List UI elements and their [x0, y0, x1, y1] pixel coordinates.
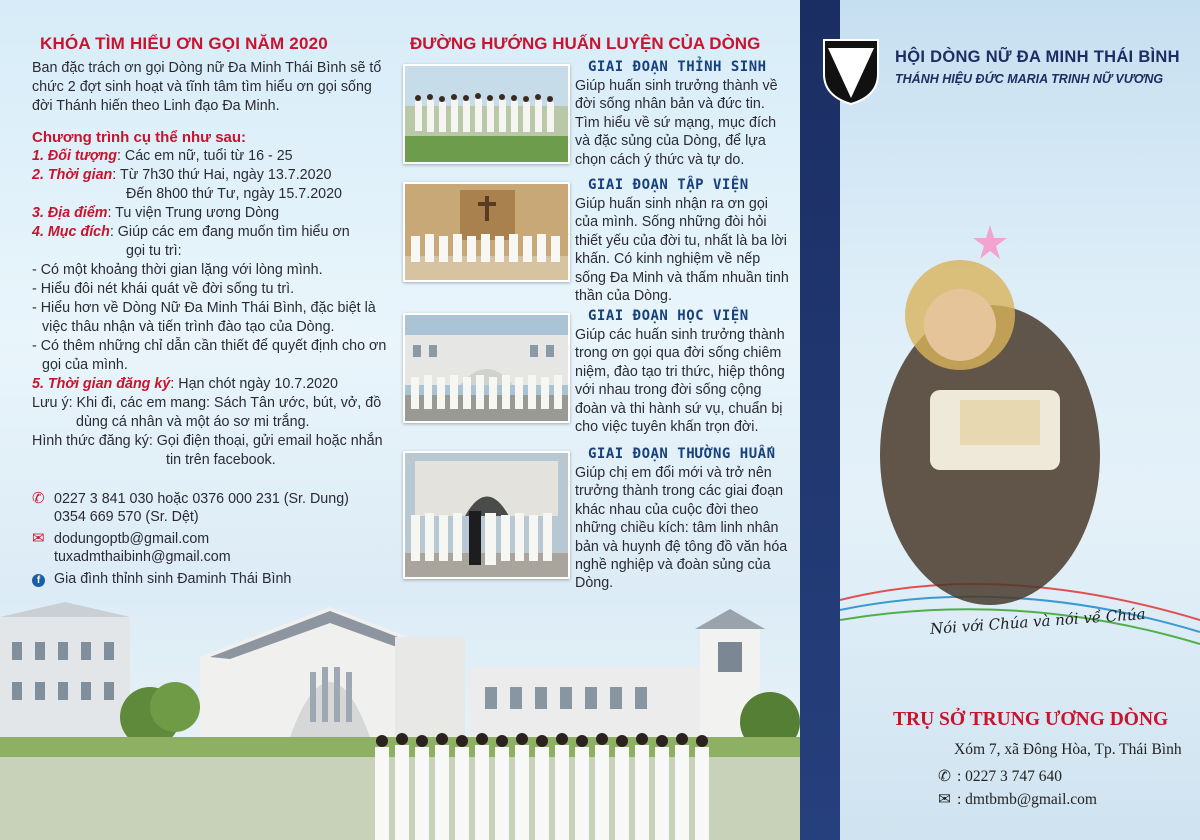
item-purpose: 4. Mục đích: Giúp các em đang muốn tìm hiểu ơn — [32, 224, 350, 240]
stage-photo-3 — [403, 313, 570, 423]
item-time-end: Đến 8h00 thứ Tư, ngày 15.7.2020 — [126, 186, 343, 202]
stage-title-3: GIAI ĐOẠN HỌC VIỆN — [588, 308, 749, 324]
org-name: HỘI DÒNG NỮ ĐA MINH THÁI BÌNH — [895, 48, 1180, 66]
hq-address: Xóm 7, xã Đông Hòa, Tp. Thái Bình — [954, 741, 1182, 758]
stage-desc-1: Giúp huấn sinh trưởng thành về đời sống nhân bản và đức tin. Tìm hiểu về sứ mạng, mục đích và đặc sủng của Dòng, để lựa chọn cách ý thức và tự do. — [575, 78, 778, 168]
stage-photo-2 — [403, 182, 570, 282]
contact-facebook — [32, 570, 392, 588]
stage-postulancy — [403, 59, 796, 168]
phone-line-2: 0354 669 570 (Sr. Dệt) — [54, 509, 199, 525]
navy-strip — [800, 0, 840, 840]
motto: Nói với Chúa và nói về Chúa — [929, 604, 1147, 638]
item-register-time: 5. Thời gian đăng ký: Hạn chót ngày 10.7.2020 — [32, 376, 339, 392]
facebook-name[interactable]: Gia đình thỉnh sinh Đaminh Thái Bình — [54, 571, 292, 587]
program-block — [32, 128, 392, 470]
item-target: 1. Đối tượng: Các em nữ, tuổi từ 16 - 25 — [32, 148, 293, 164]
campus-illustration — [0, 597, 800, 840]
shield-logo-icon — [822, 38, 880, 111]
purpose-2: - Hiểu đôi nét khái quát về đời sống tu trì. — [32, 281, 295, 297]
stage-ongoing-formation — [403, 446, 796, 592]
stage-desc-2: Giúp huấn sinh nhận ra ơn gọi của mình. Sống những đòi hỏi thiết yếu của đời tu, nhất là ba lời khấn. Có kinh nghiệm về nếp sống Đa Minh và thấm nhuần tinh thần của Dòng. — [575, 196, 789, 305]
item-time: 2. Thời gian: Từ 7h30 thứ Hai, ngày 13.7.2020 — [32, 167, 332, 183]
stage-desc-4: Giúp chị em đổi mới và trở nên trưởng thành trong các giai đoạn khác nhau của cuộc đời theo những chiều kích: tâm linh nhân bản và huynh đệ tông đồ văn hóa nghề nghiệp và đoàn sủng của Dòng. — [575, 465, 788, 592]
phone-icon: ✆ — [938, 768, 951, 785]
item-purpose-cont: gọi tu trì: — [126, 243, 182, 259]
hq-title: TRỤ SỞ TRUNG ƯƠNG DÒNG — [893, 709, 1169, 730]
stage-title-2: GIAI ĐOẠN TẬP VIỆN — [588, 177, 749, 193]
program-heading: Chương trình cụ thể như sau: — [32, 129, 247, 146]
purpose-3: - Hiểu hơn về Dòng Nữ Đa Minh Thái Bình, đặc biệt là việc thâu nhận và tiến trình đào tạo của Dòng. — [32, 300, 376, 335]
stage-photo-4 — [403, 451, 570, 579]
mail-icon: ✉ — [32, 530, 45, 547]
left-column — [0, 0, 395, 600]
intro-text: Ban đặc trách ơn gọi Dòng nữ Đa Minh Thái Bình sẽ tổ chức 2 đợt sinh hoạt và tĩnh tâm tìm hiểu ơn gọi sống đời Thánh hiến theo Linh đạo Đa Minh. — [32, 60, 382, 114]
stage-scholasticate — [403, 308, 796, 436]
phone-line-1: 0227 3 841 030 hoặc 0376 000 231 (Sr. Dung) — [54, 491, 349, 507]
stage-novitiate — [403, 177, 796, 305]
email-2[interactable]: tuxadmthaibinh@gmail.com — [54, 549, 231, 565]
stage-title-4: GIAI ĐOẠN THƯỜNG HUẤN — [588, 446, 776, 462]
hq-email: ✉ : dmtbmb@gmail.com — [938, 791, 1097, 808]
purpose-4: - Có thêm những chỉ dẫn cần thiết để quyết định cho ơn gọi của mình. — [32, 338, 387, 373]
register-text: Hình thức đăng ký: Gọi điện thoại, gửi email hoặc nhắn tin trên facebook. — [32, 433, 383, 468]
note-text: Lưu ý: Khi đi, các em mang: Sách Tân ước, bút, vở, đồ dùng cá nhân và một áo sơ mi trắng. — [32, 395, 382, 430]
left-title: KHÓA TÌM HIỂU ƠN GỌI NĂM 2020 — [40, 34, 328, 53]
stage-title-1: GIAI ĐOẠN THỈNH SINH — [588, 59, 767, 75]
item-place: 3. Địa điểm: Tu viện Trung ương Dòng — [32, 205, 280, 221]
contact-phone — [32, 490, 392, 526]
stage-photo-1 — [403, 64, 570, 164]
contacts-block — [32, 490, 392, 592]
email-1[interactable]: dodungoptb@gmail.com — [54, 531, 210, 547]
middle-title: ĐƯỜNG HƯỚNG HUẤN LUYỆN CỦA DÒNG — [410, 34, 761, 53]
phone-icon: ✆ — [32, 490, 45, 507]
mail-icon: ✉ — [938, 791, 951, 808]
hq-phone: ✆ : 0227 3 747 640 — [938, 768, 1063, 785]
purpose-1: - Có một khoảng thời gian lặng với lòng mình. — [32, 262, 323, 278]
stage-desc-3: Giúp các huấn sinh trưởng thành trong ơn gọi qua đời sống chiêm niệm, đào tạo tri thức, hiệp thông với nhau trong đời sống cộng đoàn và thi hành sứ vụ, chuẩn bị cho việc tuyên khấn trọn đời. — [575, 327, 785, 436]
org-subtitle: THÁNH HIỆU ĐỨC MARIA TRINH NỮ VƯƠNG — [895, 72, 1164, 86]
facebook-icon: f — [32, 574, 45, 587]
contact-email — [32, 530, 392, 566]
